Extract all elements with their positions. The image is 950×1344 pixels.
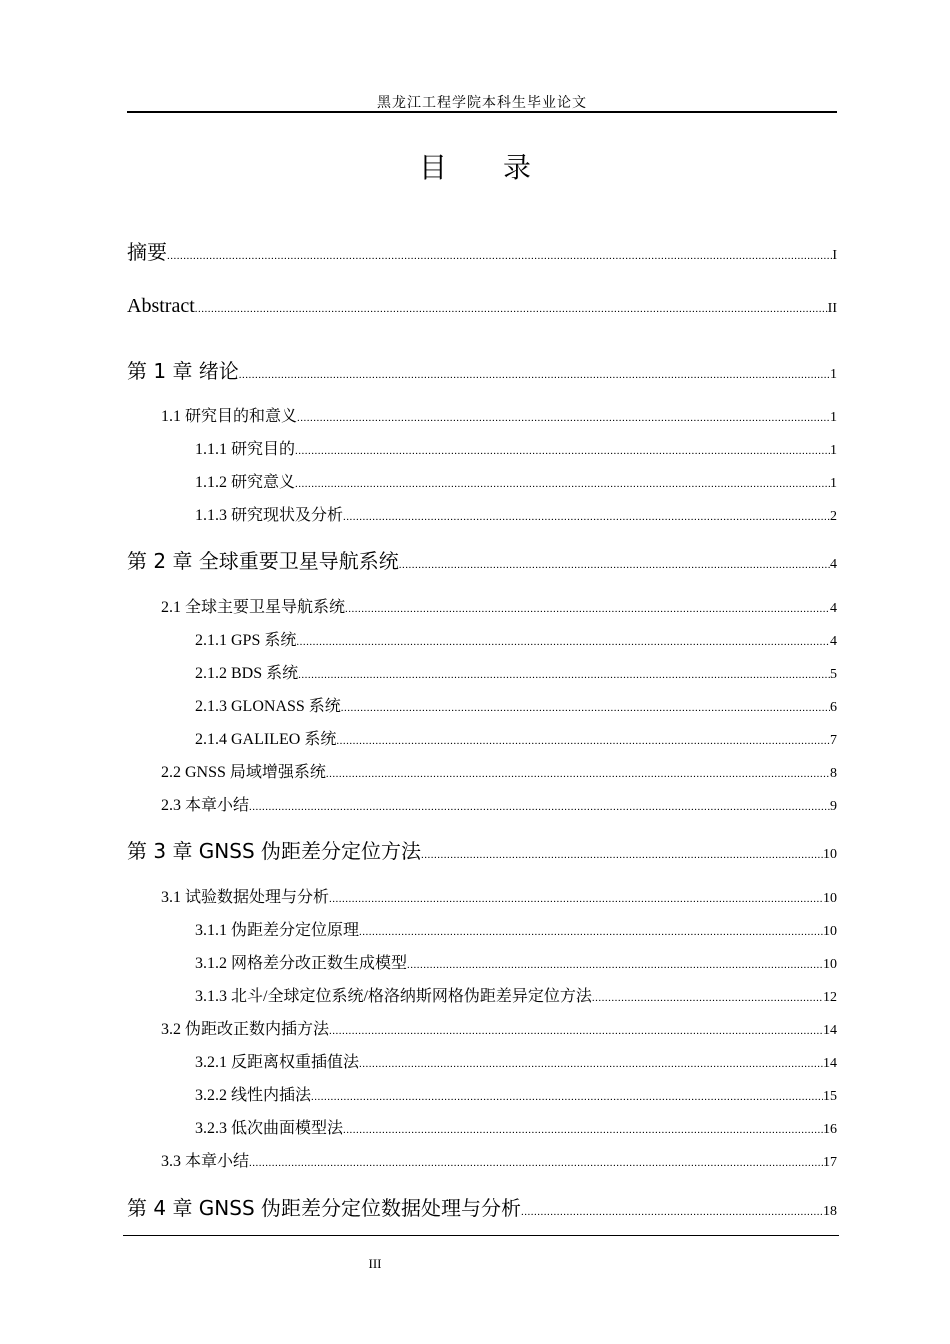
toc-entry-section[interactable] <box>127 1148 837 1171</box>
toc-entry-page: 1 <box>830 476 837 491</box>
toc-entry-page: 2 <box>830 509 837 524</box>
toc-entry-subsection[interactable] <box>127 983 837 1006</box>
running-header: 黑龙江工程学院本科生毕业论文 <box>377 96 587 111</box>
toc-leader-dots <box>295 478 830 490</box>
toc-entry-label: 2.1.1 GPS 系统 <box>195 632 297 649</box>
toc-leader-dots <box>329 893 823 905</box>
toc-leader-dots <box>297 412 830 424</box>
toc-entry-subsection[interactable] <box>127 436 837 459</box>
toc-entry-label: 摘要 <box>127 240 167 264</box>
footer-rule <box>123 1235 839 1236</box>
toc-entry-label: 第 1 章 绪论 <box>127 359 239 383</box>
toc-leader-dots <box>295 445 830 457</box>
toc-entry-abstract-cn[interactable] <box>127 236 837 265</box>
toc-leader-dots <box>336 735 830 747</box>
toc-entry-page: 14 <box>823 1023 837 1038</box>
toc-entry-label: 1.1.1 研究目的 <box>195 441 296 458</box>
toc-entry-page: 4 <box>830 601 837 616</box>
toc-leader-dots <box>359 1058 823 1070</box>
toc-leader-dots <box>592 992 823 1004</box>
toc-entry-page: 16 <box>823 1122 837 1137</box>
toc-entry-subsection[interactable] <box>127 1082 837 1105</box>
toc-leader-dots <box>343 1124 823 1136</box>
toc-leader-dots <box>298 669 830 681</box>
toc-entry-page: 6 <box>830 700 837 715</box>
toc-entry-chapter-1[interactable] <box>127 355 837 384</box>
toc-entry-label: 3.2.1 反距离权重插值法 <box>195 1054 360 1071</box>
toc-entry-page: 10 <box>823 957 837 972</box>
toc-entry-page: 10 <box>823 891 837 906</box>
toc-entry-label: 3.2 伪距改正数内插方法 <box>161 1021 330 1038</box>
toc-entry-label: Abstract <box>127 295 195 317</box>
toc-entry-page: 4 <box>830 634 837 649</box>
toc-entry-page: 12 <box>823 990 837 1005</box>
toc-entry-page: 1 <box>830 443 837 458</box>
toc-entry-label: 1.1.3 研究现状及分析 <box>195 507 344 524</box>
toc-entry-subsection[interactable] <box>127 660 837 683</box>
toc-entry-section[interactable] <box>127 1016 837 1039</box>
toc-entry-page: 14 <box>823 1056 837 1071</box>
toc-leader-dots <box>249 1157 823 1169</box>
toc-entry-subsection[interactable] <box>127 1049 837 1072</box>
toc-leader-dots <box>329 1025 823 1037</box>
toc-entry-page: 8 <box>830 766 837 781</box>
toc-entry-page: 1 <box>830 410 837 425</box>
toc-entry-subsection[interactable] <box>127 1115 837 1138</box>
toc-entry-label: 2.3 本章小结 <box>161 797 250 814</box>
toc-entry-subsection[interactable] <box>127 502 837 525</box>
toc-entry-section[interactable] <box>127 759 837 782</box>
toc-entry-page: 4 <box>830 557 837 572</box>
toc-entry-section[interactable] <box>127 403 837 426</box>
toc-entry-label: 第 3 章 GNSS 伪距差分定位方法 <box>127 839 422 863</box>
toc-entry-label: 3.3 本章小结 <box>161 1153 250 1170</box>
toc-entry-label: 3.2.2 线性内插法 <box>195 1087 312 1104</box>
toc-entry-label: 第 4 章 GNSS 伪距差分定位数据处理与分析 <box>127 1196 522 1220</box>
page-number: III <box>368 1256 382 1271</box>
toc-entry-abstract-en[interactable] <box>127 295 837 318</box>
toc-leader-dots <box>239 369 830 381</box>
toc-entry-label: 3.1 试验数据处理与分析 <box>161 889 330 906</box>
toc-entry-subsection[interactable] <box>127 726 837 749</box>
toc-entry-label: 1.1 研究目的和意义 <box>161 408 298 425</box>
toc-entry-subsection[interactable] <box>127 469 837 492</box>
toc-title <box>0 146 950 186</box>
toc-entry-page: 15 <box>823 1089 837 1104</box>
toc-entry-label: 1.1.2 研究意义 <box>195 474 296 491</box>
header-rule <box>127 111 837 113</box>
toc-entry-subsection[interactable] <box>127 627 837 650</box>
toc-entry-subsection[interactable] <box>127 950 837 973</box>
toc-entry-subsection[interactable] <box>127 693 837 716</box>
toc-entry-chapter-3[interactable] <box>127 835 837 864</box>
toc-leader-dots <box>326 768 830 780</box>
toc-leader-dots <box>399 559 830 571</box>
toc-entry-section[interactable] <box>127 594 837 617</box>
toc-entry-label: 第 2 章 全球重要卫星导航系统 <box>127 549 399 573</box>
toc-entry-page: 7 <box>830 733 837 748</box>
toc-entry-label: 3.1.1 伪距差分定位原理 <box>195 922 360 939</box>
toc-leader-dots <box>249 801 830 813</box>
toc-entry-label: 2.1 全球主要卫星导航系统 <box>161 599 346 616</box>
toc-entry-page: 5 <box>830 667 837 682</box>
toc-leader-dots <box>296 636 830 648</box>
toc-leader-dots <box>311 1091 823 1103</box>
toc-leader-dots <box>167 250 832 262</box>
toc-entry-page: 9 <box>830 799 837 814</box>
toc-entry-page: 18 <box>823 1204 837 1219</box>
toc-leader-dots <box>343 511 830 523</box>
toc-entry-section[interactable] <box>127 884 837 907</box>
toc-entry-label: 3.1.3 北斗/全球定位系统/格洛纳斯网格伪距差异定位方法 <box>195 988 592 1005</box>
toc-leader-dots <box>195 303 828 315</box>
toc-leader-dots <box>421 849 823 861</box>
toc-entry-subsection[interactable] <box>127 917 837 940</box>
toc-entry-page: I <box>832 248 837 263</box>
toc-entry-label: 2.2 GNSS 局域增强系统 <box>161 764 326 781</box>
toc-entry-chapter-2[interactable] <box>127 545 837 574</box>
toc-leader-dots <box>407 959 823 971</box>
toc-entry-label: 3.1.2 网格差分改正数生成模型 <box>195 955 408 972</box>
toc-title-char: 录 <box>503 151 532 184</box>
toc-entry-section[interactable] <box>127 792 837 815</box>
toc-entry-page: 10 <box>823 924 837 939</box>
toc-leader-dots <box>359 926 823 938</box>
toc-entry-chapter-4[interactable] <box>127 1192 837 1221</box>
toc-entry-page: 1 <box>830 367 837 382</box>
toc-leader-dots <box>341 702 830 714</box>
toc-title-char: 目 <box>418 151 447 184</box>
toc-entry-page: 17 <box>823 1155 837 1170</box>
toc-leader-dots <box>345 603 830 615</box>
toc-entry-label: 2.1.2 BDS 系统 <box>195 665 299 682</box>
toc-entry-label: 2.1.3 GLONASS 系统 <box>195 698 341 715</box>
toc-entry-page: 10 <box>823 847 837 862</box>
toc-entry-label: 2.1.4 GALILEO 系统 <box>195 731 337 748</box>
toc-entry-label: 3.2.3 低次曲面模型法 <box>195 1120 344 1137</box>
toc-entry-page: II <box>827 301 837 316</box>
toc-leader-dots <box>521 1206 823 1218</box>
